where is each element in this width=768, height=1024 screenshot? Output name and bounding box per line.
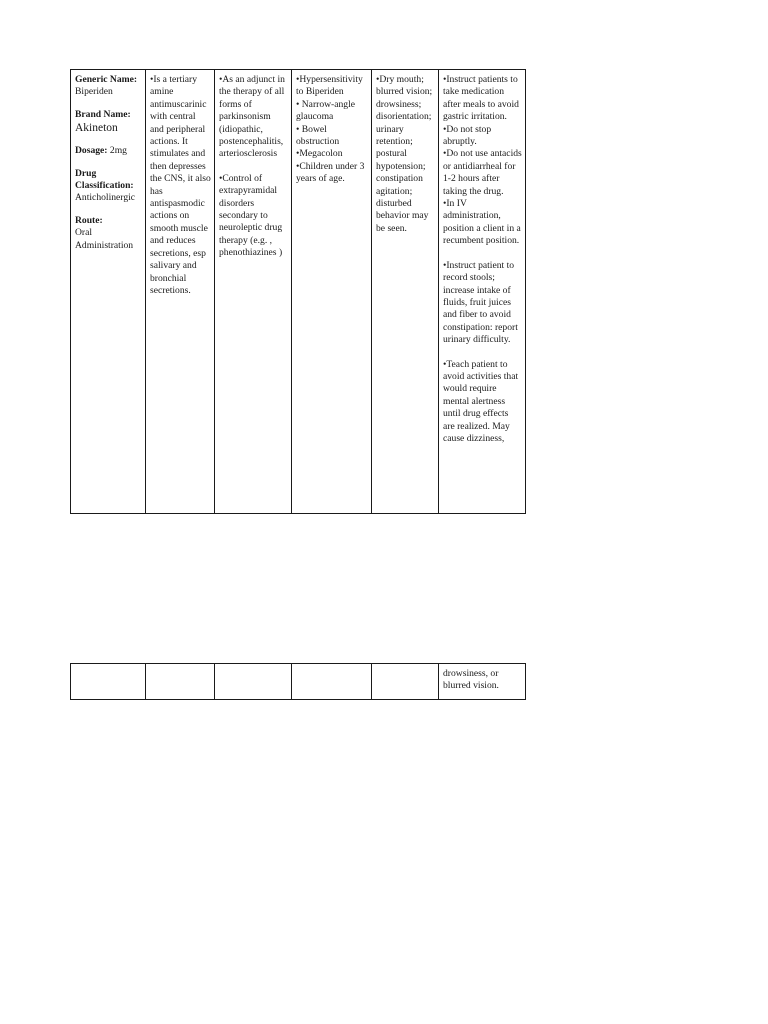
brand-name-field xyxy=(75,109,142,135)
nursing-paragraph: •Instruct patient to record stools; increase intake of fluids, fruit juices and fiber to avoid constipation: report urinary difficulty. xyxy=(443,259,518,346)
empty-cell xyxy=(292,664,372,700)
route-label: Route: xyxy=(75,214,103,226)
nursing-continuation-text: drowsiness, or blurred vision. xyxy=(443,668,499,692)
contraindication-item: •Hypersensitivity to Biperiden xyxy=(296,74,363,98)
route-value: Oral Administration xyxy=(75,227,134,251)
empty-cell xyxy=(71,664,146,700)
table-row xyxy=(71,664,526,700)
generic-name-field xyxy=(75,74,142,99)
dosage-field xyxy=(75,145,142,157)
contraindication-item: • Narrow-angle glaucoma xyxy=(296,98,356,123)
dosage-label: Dosage: xyxy=(75,145,108,157)
side-effects-cell xyxy=(372,70,439,514)
dosage-value: 2mg xyxy=(109,145,127,157)
nursing-item: •In IV administration, position a client in a recumbent position. xyxy=(443,198,521,247)
drug-info-cell xyxy=(71,70,146,514)
empty-cell xyxy=(372,664,439,700)
classification-value: Anticholinergic xyxy=(75,192,136,204)
brand-name-label: Brand Name: xyxy=(75,108,131,120)
empty-cell xyxy=(215,664,292,700)
indication-text: •As an adjunct in the therapy of all forms of parkinsonism (idiopathic, postencephalitis, arteriosclerosis xyxy=(219,74,285,160)
empty-cell xyxy=(146,664,215,700)
drug-study-table-continuation xyxy=(70,663,526,700)
brand-name-value: Akineton xyxy=(75,122,118,135)
contraindication-item: •Megacolon xyxy=(296,148,343,160)
nursing-item: •Instruct patients to take medication after meals to avoid gastric irritation. xyxy=(443,74,519,123)
generic-name-label: Generic Name: xyxy=(75,74,138,85)
generic-name-value: Biperiden xyxy=(75,86,113,98)
classification-field xyxy=(75,168,142,205)
table-row xyxy=(71,70,526,514)
contraindication-item: •Children under 3 years of age. xyxy=(296,160,365,185)
indication-text: •Control of extrapyramidal disorders secondary to neuroleptic drug therapy (e.g. , phenothiazines ) xyxy=(219,172,283,259)
side-effects-text: •Dry mouth; blurred vision; drowsiness; disorientation; urinary retention; postural hypotension; constipation agitation; disturbed behavior may be seen. xyxy=(376,74,433,234)
nursing-paragraph xyxy=(443,74,522,248)
contraindication-item: • Bowel obstruction xyxy=(296,123,340,148)
nursing-responsibilities-cell xyxy=(439,70,526,514)
nursing-item: •Do not use antacids or antidiarrheal for 1-2 hours after taking the drug. xyxy=(443,148,522,197)
nursing-paragraph: •Teach patient to avoid activities that would require mental alertness until drug effects are realized. May cause dizziness, xyxy=(443,358,519,444)
route-field xyxy=(75,215,142,252)
drug-study-table xyxy=(70,69,526,514)
nursing-item: •Do not stop abruptly. xyxy=(443,123,492,148)
nursing-continuation-cell xyxy=(439,664,526,700)
classification-label: Drug Classification: xyxy=(75,167,134,192)
mechanism-text: •Is a tertiary amine antimuscarinic with central and peripheral actions. It stimulates and then depresses the CNS, it also has antispasmodic actions on smooth muscle and reduces secretions, esp salivary and bronchial secretions. xyxy=(150,74,211,296)
mechanism-cell xyxy=(146,70,215,514)
indications-cell xyxy=(215,70,292,514)
contraindications-cell xyxy=(292,70,372,514)
